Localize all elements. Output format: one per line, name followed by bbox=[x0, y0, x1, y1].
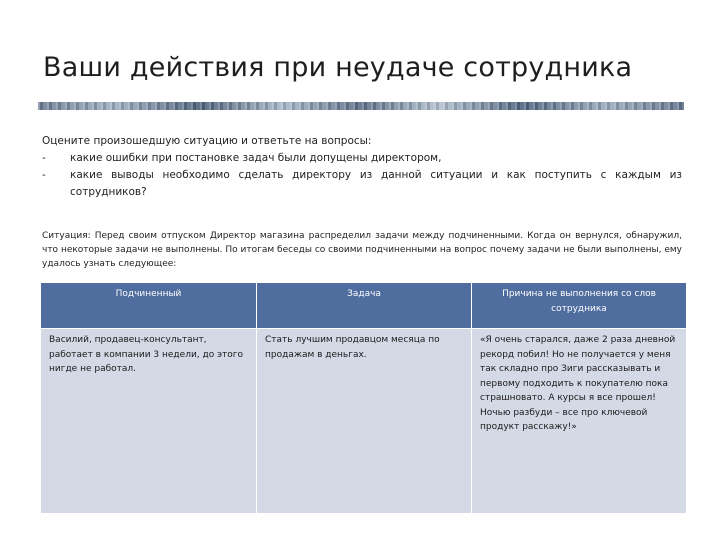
list-dash: - bbox=[42, 152, 46, 164]
list-dash: - bbox=[42, 169, 46, 181]
slide-title: Ваши действия при неудаче сотрудника bbox=[43, 52, 633, 83]
column-header-task: Задача bbox=[257, 283, 472, 329]
intro-item-text: какие выводы необходимо сделать директору из данной ситуации и как поступить с каждым из сотрудников? bbox=[70, 169, 682, 198]
column-header-reason: Причина не выполнения со слов сотрудника bbox=[472, 283, 687, 329]
title-underline-bar bbox=[38, 102, 684, 110]
cell-task: Стать лучшим продавцом месяца по продажам в деньгах. bbox=[257, 329, 472, 514]
intro-block bbox=[42, 133, 682, 201]
intro-item-text: какие ошибки при постановке задач были допущены директором, bbox=[70, 152, 442, 164]
tasks-table bbox=[40, 282, 687, 514]
cell-subordinate: Василий, продавец-консультант, работает в компании 3 недели, до этого нигде не работал. bbox=[41, 329, 257, 514]
intro-item bbox=[42, 167, 682, 201]
table-header-row bbox=[41, 283, 687, 329]
table-row bbox=[41, 329, 687, 514]
situation-text: Ситуация: Перед своим отпуском Директор магазина распределил задачи между подчиненными. Когда он вернулся, обнаружил, что некоторые задачи не выполнены. По итогам беседы со своими подчиненными на вопрос почему задачи не были выполнены, ему удалось узнать следующее: bbox=[42, 231, 682, 269]
intro-lead: Оцените произошедшую ситуацию и ответьте на вопросы: bbox=[42, 135, 372, 147]
cell-reason: «Я очень старался, даже 2 раза дневной рекорд побил! Но не получается у меня так складно про Зиги рассказывать и первому подходить к покупателю пока страшновато. А курсы я все прошел! Ночью разбуди – все про ключевой продукт расскажу!» bbox=[472, 329, 687, 514]
intro-item bbox=[42, 150, 682, 167]
column-header-subordinate: Подчиненный bbox=[41, 283, 257, 329]
